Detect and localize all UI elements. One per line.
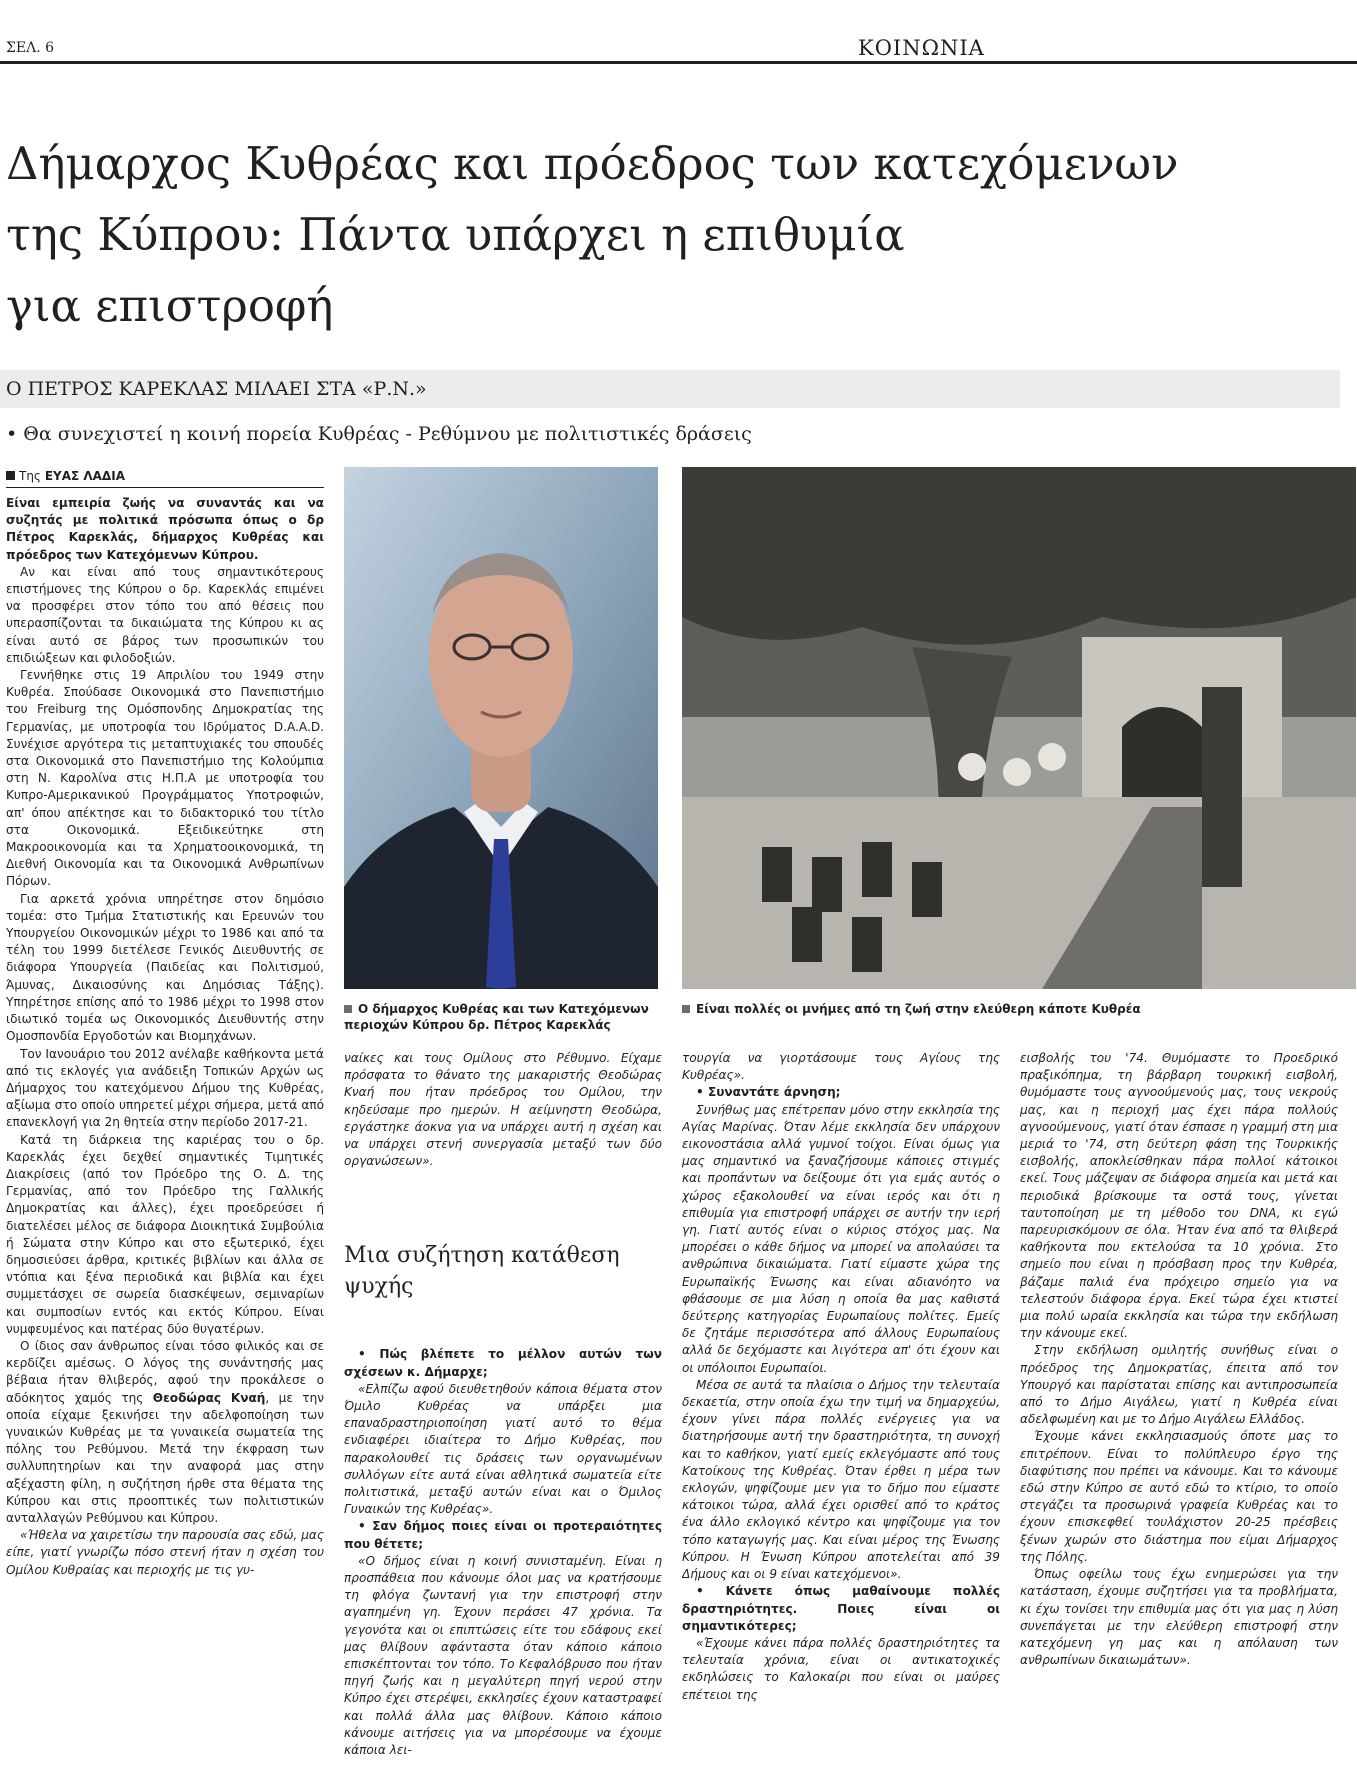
page-number: ΣΕΛ. 6 [6,40,55,56]
question: • Πώς βλέπετε το μέλλον αυτών των σχέσεων κ. Δήμαρχε; [344,1347,662,1379]
article-column-3 [682,1050,1000,1775]
answer: Μέσα σε αυτά τα πλαίσια ο Δήμος την τελευταία δεκαετία, στην οποία έχω την τιμή να δημαρχεύω, έχουν γίνει πάρα πολλές ενέργειες για να διατηρήσουμε αυτή την δραστηριότητα, τη συνοχή και το καθήκον, γιατί εμείς εκλεγόμαστε από τους Κατοίκους της Κυθρέας. Όταν έρθει η μέρα των εκλογών, ψηφίζουμε μεν για το δήμο που είμαστε κάτοικοι τώρα, αλλά έχει ορισθεί από το κράτος ένα άλλο εκλογικό κέντρο και ψηφίζουμε για τον τόπο καταγωγής μας. Και είναι μέρος της Ένωσης Κύπρου. Η Ένωση Κύπρου αποτελείται από 39 Δήμους και οι 9 είναι κατεχόμενοι». [682,1377,1000,1582]
headline-line-2: της Κύπρου: Πάντα υπάρχει η επιθυμία [6,208,905,261]
answer: Συνήθως μας επέτρεπαν μόνο στην εκκλησία της Αγίας Μαρίνας. Όταν λέμε εκκλησία δεν υπάρχουν εικονοστάσια αλλά γυμνοί τοίχοι. Είναι όμως για μας σημαντικό να ξαναζήσουμε κάποιες στιγμές και προπάντων να δείξουμε ότι για εμάς αυτός ο χώρος εξακολουθεί να είναι ιερός και ότι η επιθυμία για επιστροφή υπάρχει σε αυτήν την ιερή γη. Γιατί αυτός είναι ο κύριος στόχος μας. Να μπορέσει ο κάθε δήμος να μπορεί να απολαύσει τα ανθρώπινα δικαιώματα. Γιατί είμαστε χώρα της Ευρωπαϊκής Ένωσης και είναι αδιανόητο να φθάσουμε σε μια λύση η οποία θα μας καθιστά δεύτερης κατηγορίας Ευρωπαίους πολίτες. Εμείς δε ζητάμε περισσότερα από άλλους Ευρωπαίους αλλά δε δεχόμαστε και λιγότερα απ' ότι έχουν και οι υπόλοιποι Ευρωπαίοι. [682,1102,1000,1375]
headline-line-1: Δήμαρχος Κυθρέας και πρόεδρος των κατεχόμενων [6,137,1179,190]
answer: «Ελπίζω αφού διευθετηθούν κάποια θέματα στον Όμιλο Κυθρέας να υπάρξει μια επαναδραστηριοποίηση γιατί αυτό το θέμα ενδιαφέρει ιδιαίτερα το Δήμο Κυθρέας, που παρακολουθεί τις δράσεις των οργανωμένων συλλόγων είτε αυτά είναι αθλητικά σωματεία είτε πολιτιστικά, μεταξύ αυτών είναι και ο Όμιλος Γυναικών της Κυθρέας». [344,1381,662,1517]
village-illustration [682,467,1356,989]
byline-rule [6,487,324,488]
answer: «Έχουμε κάνει πάρα πολλές δραστηριότητες τα τελευταία χρόνια, είναι οι αντικατοχικές εκδηλώσεις το Καλοκαίρι που είναι οι μαύρες επέτειοι της [682,1635,1000,1702]
paragraph: Τον Ιανουάριο του 2012 ανέλαβε καθήκοντα μετά από τις εκλογές για ανάδειξη Τοπικών Αρχών ως Δήμαρχος του κατεχόμενου Δήμου της Κυθρέας, αξίωμα στο οποίο υπηρετεί μέχρι σήμερα, μετά από επανεκλογή για 2η θητεία στην περίοδο 2017-21. [6,1046,324,1130]
article-column-4 [1020,1050,1338,1775]
headline-line-3: για επιστροφή [6,279,334,332]
quote-paragraph: εισβολής του '74. Θυμόμαστε το Προεδρικό πραξικόπημα, τη βάρβαρη τουρκική εισβολή, θυμόμαστε τους αγνοούμενούς μας, τους νεκρούς μας, και η περιοχή μας έχει πάρα πολλούς αγνοούμενους, γιατί όταν έσπασε η γραμμή στη μια μεριά το '74, στη δεύτερη φάση της Τουρκικής εισβολής, αποκλείσθηκαν πάρα πολλοί κάτοικοι εκεί. Τους μάζεψαν σε διάφορα σημεία και μετά και περιοδικά βρίσκουμε τα οστά τους, γίνεται ταυτοποίηση με τη μέθοδο του DNA, κι εγώ παρευρισκόμουν σε όλα. Ήταν ένα από τα θλιβερά καθήκοντα που εκτελούσα τα 10 χρόνια. Στο σημείο που είναι η πρόσβαση προς την Κυθρέα, βάζαμε παλιά ένα πρόχειρο σημείο για να τελεστούν διάφορα έργα. Εκεί τώρα έχει κτιστεί μια πολύ ωραία εκκλησία και τώρα την εκδήλωση την κάνουμε εκεί. [1020,1051,1338,1341]
section-title: ΚΟΙΝΩΝΙΑ [858,36,985,60]
article-column-1 [6,495,324,1775]
caption-square-icon [344,1005,352,1013]
answer: «Ο δήμος είναι η κοινή συνισταμένη. Είναι η προσπάθεια που κάνουμε όλοι μας να κρατήσουμε τη φλόγα ζωντανή για την επιστροφή στην αγαπημένη γη. Έχουν περάσει 47 χρόνια. Τα γεγονότα και οι επιπτώσεις είτε του εδάφους εκεί μας θλίβουν αφάνταστα όταν κάποιο κάποιο επισκέπτονται τον τόπο. Το Κεφαλόβρυσο που ήταν πηγή ζωής και η μεγαλύτερη πηγή νερού στην Κύπρο έχει στερέψει, εκκλησίες έχουν καταστραφεί και πολλά άλλα μας θλίβουν. Κάποιο κάποιο κάνουμε αιτήσεις για να μπορέσουμε να έχουμε κάποια λει- [344,1553,662,1758]
headline [6,128,1356,341]
kicker: Ο ΠΕΤΡΟΣ ΚΑΡΕΚΛΑΣ ΜΙΛΑΕΙ ΣΤΑ «Ρ.Ν.» [6,378,427,400]
quote-paragraph: ναίκες και τους Ομίλους στο Ρέθυμνο. Είχαμε πρόσφατα το θάνατο της μακαριστής Θεοδώρας Κναή που ήταν πρόεδρος του Ομίλου, την κηδεύσαμε προ ημερών. Η αείμνηστη Θεοδώρα, εργάστηκε άοκνα για να υπάρχει αυτή η σχέση και να υπάρχει στενή συνεργασία μεταξύ των δύο οργανώσεων». [344,1051,662,1169]
byline [6,469,125,483]
quote-paragraph: Έχουμε κάνει εκκλησιασμούς όποτε μας το επιτρέπουν. Είναι το πολύπλευρο έργο της διαφύτισης που πρέπει να κάνουμε. Και το κάνουμε εδώ στην Κύπρο σε αυτό εδώ το κτίριο, το οποίο στεγάζει τα προσωρινά γραφεία Κυθρέας και το έχουν επισκεφθεί τουλάχιστον 20-25 πρέσβεις ξένων χωρών στο διάστημα που είμαι Δήμαρχος της Πόλης. [1020,1429,1338,1564]
masthead-rule [0,61,1357,64]
question: • Σαν δήμος ποιες είναι οι προτεραιότητες που θέτετε; [344,1519,662,1551]
village-caption [682,1001,1356,1017]
paragraph: Γεννήθηκε στις 19 Απριλίου του 1949 στην Κυθρέα. Σπούδασε Οικονομικά στο Πανεπιστήμιο του Freiburg της Ομόσπονδης Δημοκρατίας της Γερμανίας, με υποτροφία του Ιδρύματος D.A.A.D. Συνέχισε αργότερα τις μεταπτυχιακές του σπουδές στα Οικονομικά στο Πανεπιστήμιο της Κολούμπια στη Ν. Καρολίνα στις Η.Π.Α με υποτροφία του Κυπρο-Αμερικανικού Προγράμματος Υποτροφιών, απ' όπου απέκτησε και το διδακτορικό του τίτλο στα Οικονομικά. Εξειδικεύτηκε στη Μακροοικονομία και τα Χρηματοοικονομικά, τη Διεθνή Οικονομία και τα Οικονομικά Ανθρωπίνων Πόρων. [6,668,324,889]
paragraph [6,1338,324,1527]
paragraph: Κατά τη διάρκεια της καριέρας του ο δρ. Καρεκλάς έχει δεχθεί σημαντικές Τιμητικές Διακρίσεις (από τον Πρόεδρο της Ο. Δ. της Γερμανίας, από τον Πρόεδρο της Γαλλικής Δημοκρατίας και άλλες), έχει προεδρεύσει ή διατελέσει μέλος σε διάφορα Διοικητικά Συμβούλια ή Σώματα στην Κύπρο και στο εξωτερικό, έχει δημοσιεύσει άρθρα, κριτικές βιβλίων και άλλα σε ντόπια και ξένα περιοδικά και βιβλία και έχει συμμετάσχει σε σωρεία διασκέψεων, σεμιναρίων και συμποσίων εντός και εκτός Κύπρου. Είναι νυμφευμένος και πατέρας δύο θυγατέρων. [6,1132,324,1336]
question: • Συναντάτε άρνηση; [696,1085,841,1100]
paragraph-text: , με την οποία είχαμε ξεκινήσει την αδελφοποίηση των γυναικών Κυθρέας με τα γυναικεία σωματεία της πόλης του Ρεθύμνου. Μετά την έκφραση των συλλυπητηρίων και την αναφορά μας στην αξέχαστη φίλη, η συζήτηση ήρθε στα θέματα της Κύπρου και στις προοπτικές των πολιτιστικών ανταλλαγών Ρεθύμνου και Κύπρου. [6,1390,324,1525]
portrait-caption [344,1001,658,1033]
section-interhead: Μια συζήτηση κατάθεση ψυχής [344,1243,620,1299]
village-caption-text: Είναι πολλές οι μνήμες από τη ζωή στην ελεύθερη κάποτε Κυθρέα [696,1002,1141,1016]
subheadline: • Θα συνεχιστεί η κοινή πορεία Κυθρέας - Ρεθύμνου με πολιτιστικές δράσεις [6,423,752,445]
lead-paragraph: Είναι εμπειρία ζωής να συναντάς και να συζητάς με πολιτικά πρόσωπα όπως ο δρ Πέτρος Καρεκλάς, δήμαρχος Κυθρέας και πρόεδρος των Κατεχόμενων Κύπρου. [6,496,324,562]
paragraph-text: Ο ίδιος σαν άνθρωπος είναι τόσο φιλικός και σε κερδίζει αμέσως. Ο λόγος της συνάντησής μας βέβαια ήταν θλιβερός, αφού την προκάλεσε ο αδόκητος χαμός της [6,1338,324,1405]
portrait-caption-text: Ο δήμαρχος Κυθρέας και των Κατεχόμενων περιοχών Κύπρου δρ. Πέτρος Καρεκλάς [344,1002,649,1032]
quote-paragraph: Όπως οφείλω τους έχω ενημερώσει για την κατάσταση, έχουμε συζητήσει για τα προβλήματα, κι έχω τονίσει την επιθυμία μας ότι για μας η λύση συνεπάγεται με την ελεύθερη επιστροφή στην κατεχόμενη γη μας και η απόλαυση των ανθρωπίνων δικαιωμάτων». [1020,1567,1338,1668]
name-highlight: Θεοδώρας Κναή [152,1390,266,1405]
village-photo [682,467,1356,989]
article-column-2 [344,1050,662,1775]
quote-paragraph: «Ήθελα να χαιρετίσω την παρουσία σας εδώ, μας είπε, γιατί γνωρίζω πόσο στενή ήταν η σχέση του Ομίλου Κυθραίας και περιοχής με τις γυ- [6,1528,324,1577]
byline-author: ΕΥΑΣ ΛΑΔΙΑ [44,469,125,483]
byline-prefix: Της [19,469,41,483]
masthead [0,0,1357,60]
quote-paragraph: τουργία να γιορτάσουμε τους Αγίους της Κυθρέας». [682,1051,1000,1083]
quote-paragraph: Στην εκδήλωση ομιλητής συνήθως είναι ο πρόεδρος της Δημοκρατίας, έπειτα από τον Υπουργό και παρίσταται επίσης και αντιπροσωπεία από το Δήμο Αιγάλεω, γιατί η Κυθρέα είναι αδελφωμένη και με το Δήμο Αιγάλεω Ελλάδος. [1020,1343,1338,1427]
paragraph: Για αρκετά χρόνια υπηρέτησε στον δημόσιο τομέα: στο Τμήμα Στατιστικής και Ερευνών του Υπουργείου Οικονομικών μέχρι το 1986 και από τα τέλη του 1999 διετέλεσε Γενικός Διευθυντής σε διάφορα Υπουργεία (Παιδείας και Πολιτισμού, Άμυνας, Δικαιοσύνης και Δημόσιας Τάξης). Υπηρέτησε επίσης από το 1986 μέχρι το 1998 στον ιδιωτικό τομέα ως Οικονομικός Διευθυντής στην Ομοσπονδία Εργοδοτών και Βιομηχάνων. [6,891,324,1044]
question: • Κάνετε όπως μαθαίνουμε πολλές δραστηριότητες. Ποιες είναι οι σημαντικότερες; [682,1584,1000,1633]
portrait-photo [344,467,658,989]
byline-square-icon [6,471,15,480]
portrait-illustration [344,467,658,989]
paragraph: Αν και είναι από τους σημαντικότερους επιστήμονες της Κύπρου ο δρ. Καρεκλάς επιμένει να προσφέρει στον τόπο του από θέσεις που υπερασπίζονται τα δικαιώματα της Κύπρου κι ας είναι αυτό σε βάρος των προσωπικών του επιδιώξεων και φιλοδοξιών. [6,564,324,665]
caption-square-icon [682,1005,690,1013]
